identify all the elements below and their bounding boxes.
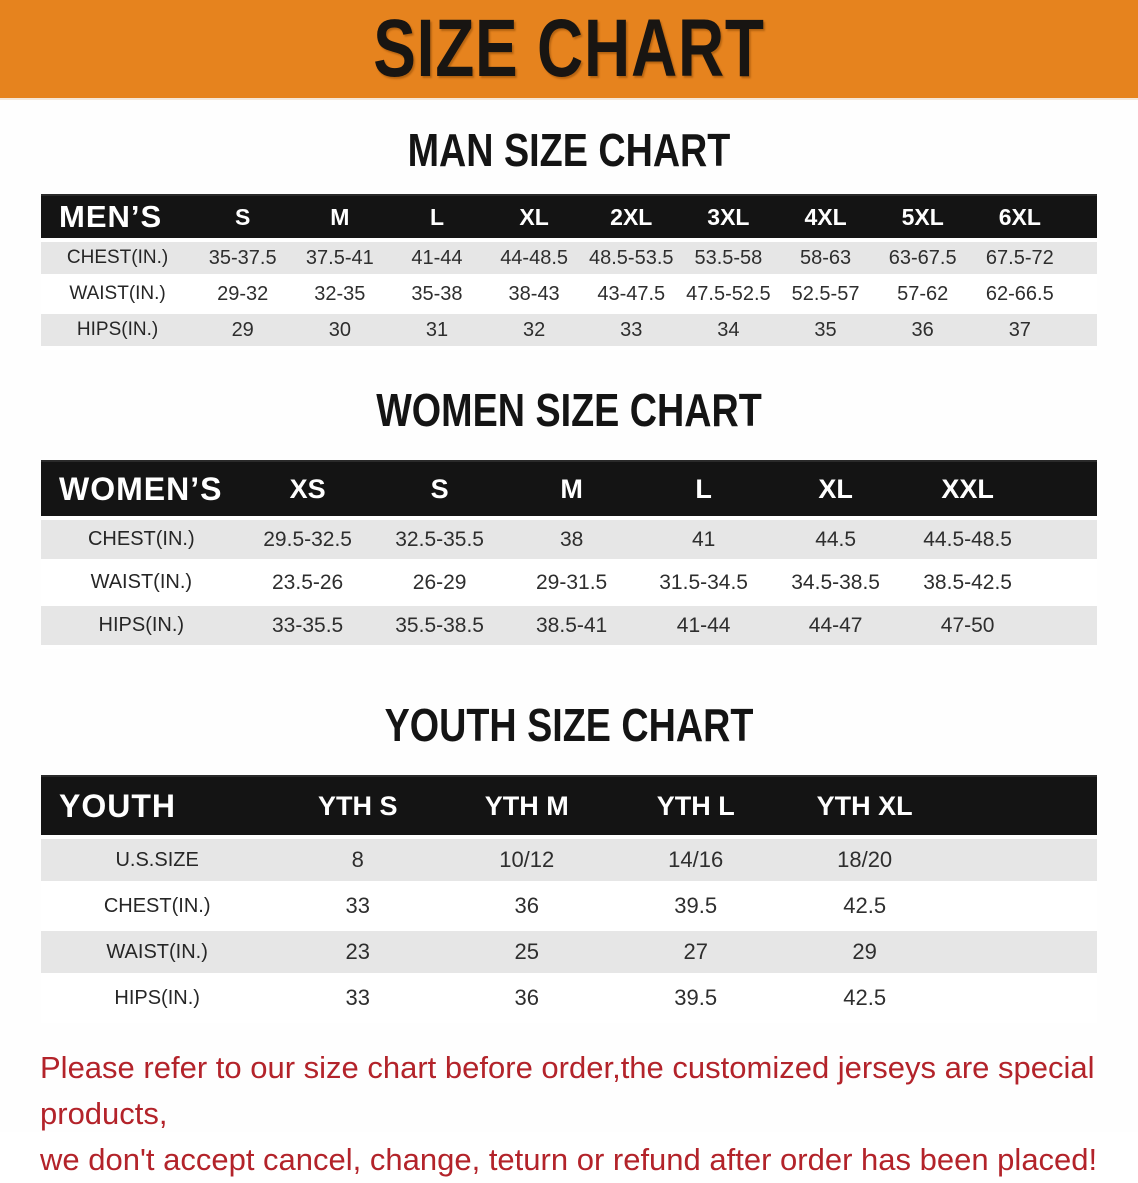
- women-header-row: [41, 460, 1097, 520]
- table-cell: 44-47: [770, 606, 902, 649]
- table-row: [41, 606, 1097, 649]
- youth-size-col-header: YTH M: [442, 775, 611, 839]
- men-size-col-header: S: [194, 194, 291, 242]
- table-cell: 33: [273, 885, 442, 931]
- table-row: [41, 885, 1097, 931]
- row-label: WAIST(IN.): [41, 931, 273, 977]
- table-cell: 31.5-34.5: [638, 563, 770, 606]
- table-cell: 43-47.5: [583, 278, 680, 314]
- table-cell: 14/16: [611, 839, 780, 885]
- order-notice: [40, 1045, 1098, 1183]
- table-cell: 38.5-42.5: [902, 563, 1034, 606]
- youth-header-row: [41, 775, 1097, 839]
- women-size-col-header: XS: [242, 460, 374, 520]
- women-size-col-header: L: [638, 460, 770, 520]
- table-cell: 44-48.5: [486, 242, 583, 278]
- women-size-table: [41, 460, 1097, 649]
- order-notice-line1: Please refer to our size chart before order,the customized jerseys are special products,: [40, 1050, 1095, 1131]
- table-cell: 62-66.5: [971, 278, 1068, 314]
- women-size-col-header: XXL: [902, 460, 1034, 520]
- table-row: [41, 839, 1097, 885]
- table-cell: 41-44: [638, 606, 770, 649]
- row-label: CHEST(IN.): [41, 242, 194, 278]
- table-cell: 29: [194, 314, 291, 350]
- table-cell: 8: [273, 839, 442, 885]
- spacer-cell: [949, 931, 1097, 977]
- men-size-col-header: 5XL: [874, 194, 971, 242]
- women-size-col-header: S: [374, 460, 506, 520]
- women-table-corner-label: WOMEN’S: [41, 460, 242, 520]
- row-label: WAIST(IN.): [41, 278, 194, 314]
- table-row: [41, 278, 1097, 314]
- youth-size-col-header: YTH L: [611, 775, 780, 839]
- table-cell: 35.5-38.5: [374, 606, 506, 649]
- row-label: HIPS(IN.): [41, 977, 273, 1023]
- table-cell: 31: [388, 314, 485, 350]
- table-cell: 37: [971, 314, 1068, 350]
- table-cell: 32: [486, 314, 583, 350]
- spacer-cell: [1034, 563, 1097, 606]
- spacer-cell: [1034, 460, 1097, 520]
- table-cell: 39.5: [611, 885, 780, 931]
- table-cell: 35-37.5: [194, 242, 291, 278]
- table-cell: 34.5-38.5: [770, 563, 902, 606]
- table-cell: 33: [583, 314, 680, 350]
- table-cell: 47-50: [902, 606, 1034, 649]
- table-cell: 42.5: [780, 977, 949, 1023]
- banner-title: SIZE CHART: [373, 3, 765, 94]
- table-cell: 39.5: [611, 977, 780, 1023]
- spacer-cell: [949, 775, 1097, 839]
- row-label: U.S.SIZE: [41, 839, 273, 885]
- table-cell: 41: [638, 520, 770, 563]
- men-section-heading: MAN SIZE CHART: [407, 124, 731, 176]
- table-cell: 33-35.5: [242, 606, 374, 649]
- men-size-col-header: 2XL: [583, 194, 680, 242]
- table-cell: 10/12: [442, 839, 611, 885]
- youth-size-table: [41, 775, 1097, 1023]
- spacer-cell: [949, 885, 1097, 931]
- table-row: [41, 314, 1097, 350]
- men-table-corner-label: MEN’S: [41, 194, 194, 242]
- table-cell: 29.5-32.5: [242, 520, 374, 563]
- table-cell: 52.5-57: [777, 278, 874, 314]
- table-cell: 67.5-72: [971, 242, 1068, 278]
- table-cell: 36: [874, 314, 971, 350]
- table-cell: 53.5-58: [680, 242, 777, 278]
- table-cell: 63-67.5: [874, 242, 971, 278]
- spacer-cell: [949, 839, 1097, 885]
- row-label: HIPS(IN.): [41, 606, 242, 649]
- table-cell: 44.5: [770, 520, 902, 563]
- spacer-cell: [1068, 194, 1097, 242]
- spacer-cell: [949, 977, 1097, 1023]
- men-size-col-header: 3XL: [680, 194, 777, 242]
- table-row: [41, 977, 1097, 1023]
- table-cell: 34: [680, 314, 777, 350]
- table-cell: 38.5-41: [506, 606, 638, 649]
- table-cell: 27: [611, 931, 780, 977]
- men-size-table: [41, 194, 1097, 350]
- table-cell: 35: [777, 314, 874, 350]
- youth-table-corner-label: YOUTH: [41, 775, 273, 839]
- table-cell: 35-38: [388, 278, 485, 314]
- table-row: [41, 931, 1097, 977]
- spacer-cell: [1034, 606, 1097, 649]
- table-cell: 58-63: [777, 242, 874, 278]
- men-size-col-header: XL: [486, 194, 583, 242]
- table-cell: 47.5-52.5: [680, 278, 777, 314]
- table-cell: 44.5-48.5: [902, 520, 1034, 563]
- table-row: [41, 563, 1097, 606]
- table-cell: 29: [780, 931, 949, 977]
- table-cell: 32.5-35.5: [374, 520, 506, 563]
- table-cell: 23: [273, 931, 442, 977]
- row-label: HIPS(IN.): [41, 314, 194, 350]
- youth-size-col-header: YTH S: [273, 775, 442, 839]
- men-header-row: [41, 194, 1097, 242]
- table-cell: 25: [442, 931, 611, 977]
- table-row: [41, 520, 1097, 563]
- table-cell: 26-29: [374, 563, 506, 606]
- table-cell: 36: [442, 977, 611, 1023]
- table-cell: 48.5-53.5: [583, 242, 680, 278]
- table-cell: 57-62: [874, 278, 971, 314]
- spacer-cell: [1068, 242, 1097, 278]
- row-label: CHEST(IN.): [41, 520, 242, 563]
- men-size-col-header: M: [291, 194, 388, 242]
- women-size-col-header: M: [506, 460, 638, 520]
- table-cell: 36: [442, 885, 611, 931]
- table-row: [41, 242, 1097, 278]
- table-cell: 37.5-41: [291, 242, 388, 278]
- banner: [0, 0, 1138, 100]
- row-label: WAIST(IN.): [41, 563, 242, 606]
- table-cell: 41-44: [388, 242, 485, 278]
- spacer-cell: [1034, 520, 1097, 563]
- row-label: CHEST(IN.): [41, 885, 273, 931]
- table-cell: 38-43: [486, 278, 583, 314]
- table-cell: 33: [273, 977, 442, 1023]
- order-notice-line2: we don't accept cancel, change, teturn or refund after order has been placed!: [40, 1142, 1098, 1177]
- table-cell: 30: [291, 314, 388, 350]
- spacer-cell: [1068, 314, 1097, 350]
- table-cell: 29-31.5: [506, 563, 638, 606]
- table-cell: 29-32: [194, 278, 291, 314]
- table-cell: 18/20: [780, 839, 949, 885]
- table-cell: 23.5-26: [242, 563, 374, 606]
- youth-size-col-header: YTH XL: [780, 775, 949, 839]
- men-size-col-header: 6XL: [971, 194, 1068, 242]
- men-size-col-header: 4XL: [777, 194, 874, 242]
- table-cell: 42.5: [780, 885, 949, 931]
- spacer-cell: [1068, 278, 1097, 314]
- table-cell: 38: [506, 520, 638, 563]
- women-section-heading: WOMEN SIZE CHART: [376, 384, 762, 436]
- youth-section-heading: YOUTH SIZE CHART: [384, 699, 754, 751]
- table-cell: 32-35: [291, 278, 388, 314]
- men-size-col-header: L: [388, 194, 485, 242]
- women-size-col-header: XL: [770, 460, 902, 520]
